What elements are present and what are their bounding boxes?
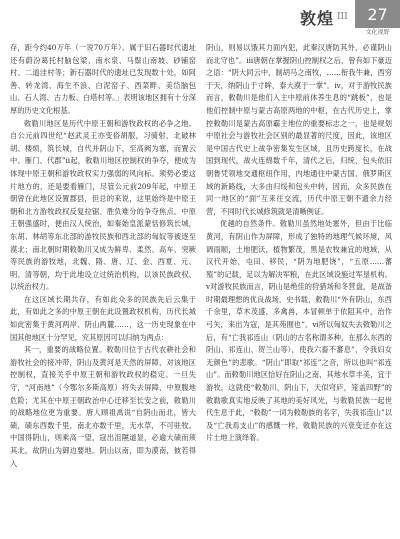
section-label: 文化视野: [365, 29, 390, 36]
logo-mark: III: [337, 12, 348, 22]
article-body: [10, 42, 392, 532]
magazine-logo: 敦煌: [300, 9, 335, 28]
paragraph: 优越的自然条件。敕勒川虽然地处塞外，但由于比临黄河，有阴山作为屏障，形成了独特的地理气候环境，风调雨顺，土地肥沃，植物繁茂，黑是农牧兼宜的地域，从汉代开始，屯田、移民，“阴为地肥饶”，“五原……蕃殖”的记载，足以为解决军粮，在此区域设施过军垦机构。v对游牧民族而言，阴山是绝佳的狩猎场和冬营盘，是战备时期最理想的优良战场，史书载，敕勒川“外有阴山，东西千余里，草木茂盛，多禽兽，本冒顿单于依阻其中，治作弓矢，来出为寇，是其苑囿也”。vi所以匈奴失去敕勒川之后，有“亡我祁连山（阴山的古名称谓多种，在那么东西的阴山、祁连山、贺兰山等），使我六畜不蕃息”，令我妇女无颜色”的悲歌。“阴山”即取“祁连”之音，所以也叫“祁连山”。而敕勒川地区恰好在阴山之南，其地水草丰美，宜于游牧，这就使“敕勒川，阴山下，天似穹庐，笼盖四野”的敕勒歌真实地反映了其地的美好风光，与敕勒民族一起世代生息于此，“敕勒”一词为敕勒族的名字，失我祁连山”以及“亡我焉支山”的感慨一样，敕勒民族的兴衰变迁亦在这片土地上演绎着。: [206, 219, 392, 443]
paragraph: 敕勒川地区是历代中原王朝和游牧政权的必争之地。自公元前四世纪“赵武灵王亦变俗胡服，习骑射，北破林胡、楼烦，筑长城，自代并阴山下，至高阙为塞，而置云中、雁门、代郡”ii起，敕勒川地区控制权的争夺，便成为体现中原王朝和游牧政权实力强弱的风向标。须势必要这片地方的，还是要看雁门，尽管公元前209年起，中原王朝曾在此地区设置郡县，但总的来说，这里始终是中原王朝和北方游牧政权反复拉锯、胜负难分的争夺焦点。中原王朝强盛时，便由汉人统治，如秦始皇派蒙恬修筑长城，东胡、林胡等东北部的游牧民族和西北部的匈奴等被逐至漠北；南北朝时期敕勒川又成为鲜卑、柔然、高车、突厥等民族的游牧地，北魏、隋、唐、辽、金、西夏、元、明、清等朝，均于此地设立过统治机构，以该民族政权、以统治权力。: [10, 118, 196, 292]
left-column: [10, 42, 196, 532]
right-column: [206, 42, 392, 532]
paragraph: 存，距今约40万年（一说70万年）。属于旧石器时代遗址还有蔚汾葛托村脑包梁、南水泉、马鬃山南坡、砂铺窑村、二道洼村等；新石器时代的遗址已发现数十处，如阿善、转龙湾、海生不浪、白泥窑子、西菜畔、美岱脑包山、石人湾、古力板、白塔村等。」表明该地区拥有十分深厚的历史文化根基。: [10, 43, 196, 115]
page-header: [0, 0, 400, 40]
paragraph: 其一，重要的战略位置。敕勒川位于古代农耕社会和游牧社会的接冲带，阴山及黄河是天然的屏障，对该地区控制权，直接关乎中原王朝和游牧政权的稳定。一旦失守，“河南地”（今鄂尔多斯高原）将失去屏障，中原腹地危险；尤其在中原王朝政治中心迁移至长安之前，敕勒川的战略地位更为重要。唐人顾祖禹说“自阴山而北，皆大碛，碛东西数千里，南北亦数千里，无水草，不可驻牧。中国得阴山，则乘高一望，寇出沮隰道显，必逾大碛而须其北，故阴山为御边要地。阴山以南，即为漠南，彼若得入: [10, 345, 196, 468]
paragraph: 在这区域长期共存，有如此众多的民族先后云集于此，有如此之多的中原王朝在此设置政权机构，历代长城如此密集于黄河两岸、阴山两麓……，这一历史现象在中国其他地区十分罕见，究其原因可以归纳为两点：: [10, 294, 196, 342]
page-number-badge: 27: [355, 0, 400, 28]
paragraph: 阴山，则易以饿其力面内犯，此秦汉唐防其外，必谨阴山而北守也”。iii唐朝在掌握阴山控制权之后，曾有如下豪迈之语：“阴大同云中，制胡马之南牧，……衔我牛兼，西穷于天，纳阴山于寸眸，泰大漠于一掌”。iv，对于游牧民族而言，敕勒川是他们入主中原前休养生息的“跳板”，也是他们控制中原与蒙古高原两地的中枢，在古代历史上，掌控敕勒川是蒙古高原霸主地位的重要标志之一，也是规划中原社会与游牧社会区别的最显著的尺度，因此，该地区是中国古代史上战争密集发生区域，且历史跨度长，在战国到现代，战火连绵数千年，清代之后，归统，包头依旧朝鲁凭领地交通枢纽作用，内地通往中蒙古国、俄罗斯区域的新路线，大多由归绥和包头中转，因而，众多民族在同一地区的“面”互来往交流，历代中原王朝不遗余力经营，不同时代长城修筑就是清晰例证。: [206, 43, 392, 216]
